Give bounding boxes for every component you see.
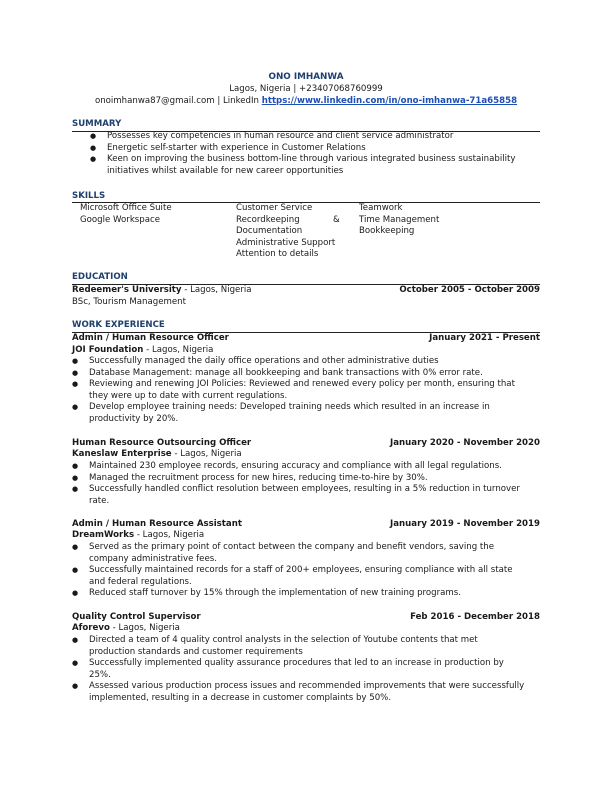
list-item-continued: 25%.	[89, 669, 111, 680]
skill-item: Customer Service	[236, 203, 313, 213]
list-item-continued: and federal regulations.	[89, 576, 192, 587]
skill-item: Google Workspace	[80, 214, 161, 225]
job-title-row	[72, 438, 540, 450]
job-bullets	[72, 461, 520, 507]
job-bullets	[72, 356, 515, 425]
summary-list	[90, 131, 516, 177]
bullet-icon: ●	[72, 368, 79, 377]
list-item: ● Successfully managed the daily office operations and other administrative duties	[72, 356, 439, 366]
job-role: Quality Control Supervisor	[72, 612, 201, 622]
contact-line	[0, 96, 612, 107]
skills-column-1	[80, 203, 172, 226]
education-dates: October 2005 - October 2009	[399, 285, 540, 295]
list-item-continued: implemented, resulting in a decrease in customer complaints by 50%.	[89, 692, 392, 703]
list-item: ● Reduced staff turnover by 15% through the implementation of new training programs.	[72, 588, 461, 598]
bullet-icon: ●	[72, 403, 79, 411]
bullet-icon: ●	[90, 143, 97, 152]
location-phone: Lagos, Nigeria | +23407068760999	[229, 84, 383, 94]
bullet-icon: ●	[72, 485, 79, 493]
list-item-continued: they were up to date with current regulations.	[89, 390, 288, 401]
job-company: DreamWorks - Lagos, Nigeria	[72, 530, 205, 540]
degree: BSc, Tourism Management	[72, 297, 186, 307]
list-item-continued: company administrative fees.	[89, 553, 217, 564]
skill-item: Attention to details	[236, 249, 319, 260]
skill-item: Microsoft Office Suite	[80, 203, 172, 213]
job-company: JOI Foundation - Lagos, Nigeria	[72, 345, 214, 355]
job-dates: January 2021 - Present	[429, 333, 540, 343]
list-item-continued: production standards and customer requirements	[89, 646, 303, 657]
bullet-icon: ●	[72, 566, 79, 574]
bullet-icon: ●	[72, 543, 79, 551]
list-item: ● Develop employee training needs: Developed training needs which resulted in an increase in	[72, 402, 490, 412]
bullet-icon: ●	[72, 473, 79, 482]
bullet-icon: ●	[72, 357, 79, 365]
job-company: Aforevo - Lagos, Nigeria	[72, 623, 180, 633]
list-item-continued: initiatives whilst available for new career opportunities	[107, 165, 344, 176]
list-item: ● Energetic self-starter with experience in Customer Relations	[90, 142, 366, 153]
list-item-continued: rate.	[89, 495, 110, 506]
bullet-icon: ●	[72, 380, 79, 388]
email[interactable]: onoimhanwa87@gmail.com	[94, 96, 215, 106]
skill-item: Administrative Support	[236, 237, 336, 248]
list-item: ● Keen on improving the business bottom-line through various integrated business sustainability	[90, 154, 516, 164]
bullet-icon: ●	[72, 659, 79, 667]
job-role: Human Resource Outsourcing Officer	[72, 438, 252, 448]
skill-item: Recordkeeping &	[236, 214, 340, 225]
job-role: Admin / Human Resource Officer	[72, 333, 229, 343]
list-item: ● Database Management: manage all bookkeeping and bank transactions with 0% error rate.	[72, 367, 483, 378]
bullet-icon: ●	[72, 589, 79, 597]
school-line	[72, 285, 252, 297]
list-item: ● Successfully handled conflict resolution between employees, resulting in a 5% reduction in turnover	[72, 484, 520, 494]
education-row	[72, 285, 540, 297]
list-item: ● Managed the recruitment process for new hires, reducing time-to-hire by 30%.	[72, 472, 428, 483]
list-item: ● Reviewing and renewing JOI Policies: Reviewed and renewed every policy per month, ensuring that	[72, 379, 515, 389]
bullet-icon: ●	[72, 682, 79, 690]
school-location: - Lagos, Nigeria	[181, 285, 252, 295]
job-bullets	[72, 635, 525, 704]
job-company: Kaneslaw Enterprise - Lagos, Nigeria	[72, 449, 242, 459]
job-dates: January 2020 - November 2020	[390, 438, 540, 448]
skills-heading: SKILLS	[72, 191, 106, 201]
education-heading: EDUCATION	[72, 272, 128, 282]
list-item: ● Assessed various production process issues and recommended improvements that were successfully	[72, 681, 525, 691]
work-heading: WORK EXPERIENCE	[72, 320, 165, 330]
job-title-row	[72, 333, 540, 345]
job-dates: January 2019 - November 2019	[390, 519, 540, 529]
ampersand: &	[333, 214, 340, 225]
linkedin-link[interactable]: https://www.linkedin.com/in/ono-imhanwa-71a65858	[261, 96, 518, 106]
list-item: ● Directed a team of 4 quality control analysts in the selection of Youtube contents that met	[72, 635, 478, 645]
list-item: ● Maintained 230 employee records, ensuring accuracy and compliance with all legal regulations.	[72, 461, 502, 471]
bullet-icon: ●	[90, 155, 97, 163]
list-item: ● Possesses key competencies in human resource and client service administrator	[90, 131, 454, 141]
list-item: ● Successfully implemented quality assurance procedures that led to an increase in production by	[72, 658, 504, 668]
job-bullets	[72, 542, 513, 600]
summary-heading: SUMMARY	[72, 119, 122, 129]
bullet-icon: ●	[72, 462, 79, 470]
job-title-row	[72, 612, 540, 624]
linkedin-label: | LinkedIn	[214, 96, 262, 106]
school-name: Redeemer's University	[72, 285, 182, 295]
skill-item: Time Management	[359, 214, 440, 225]
skill-item: Teamwork	[359, 203, 403, 213]
job-title-row	[72, 519, 540, 531]
skill-item: Bookkeeping	[359, 226, 415, 237]
job-dates: Feb 2016 - December 2018	[410, 612, 540, 622]
list-item: ● Successfully maintained records for a staff of 200+ employees, ensuring compliance with all state	[72, 565, 513, 575]
skills-column-2	[236, 203, 346, 261]
job-role: Admin / Human Resource Assistant	[72, 519, 242, 529]
candidate-name: ONO IMHANWA	[268, 72, 344, 82]
skills-column-3	[359, 203, 439, 238]
bullet-icon: ●	[72, 636, 79, 644]
list-item: ● Served as the primary point of contact between the company and benefit vendors, saving the	[72, 542, 494, 552]
list-item-continued: productivity by 20%.	[89, 413, 179, 424]
skill-item: Documentation	[236, 226, 303, 237]
bullet-icon: ●	[90, 132, 97, 140]
